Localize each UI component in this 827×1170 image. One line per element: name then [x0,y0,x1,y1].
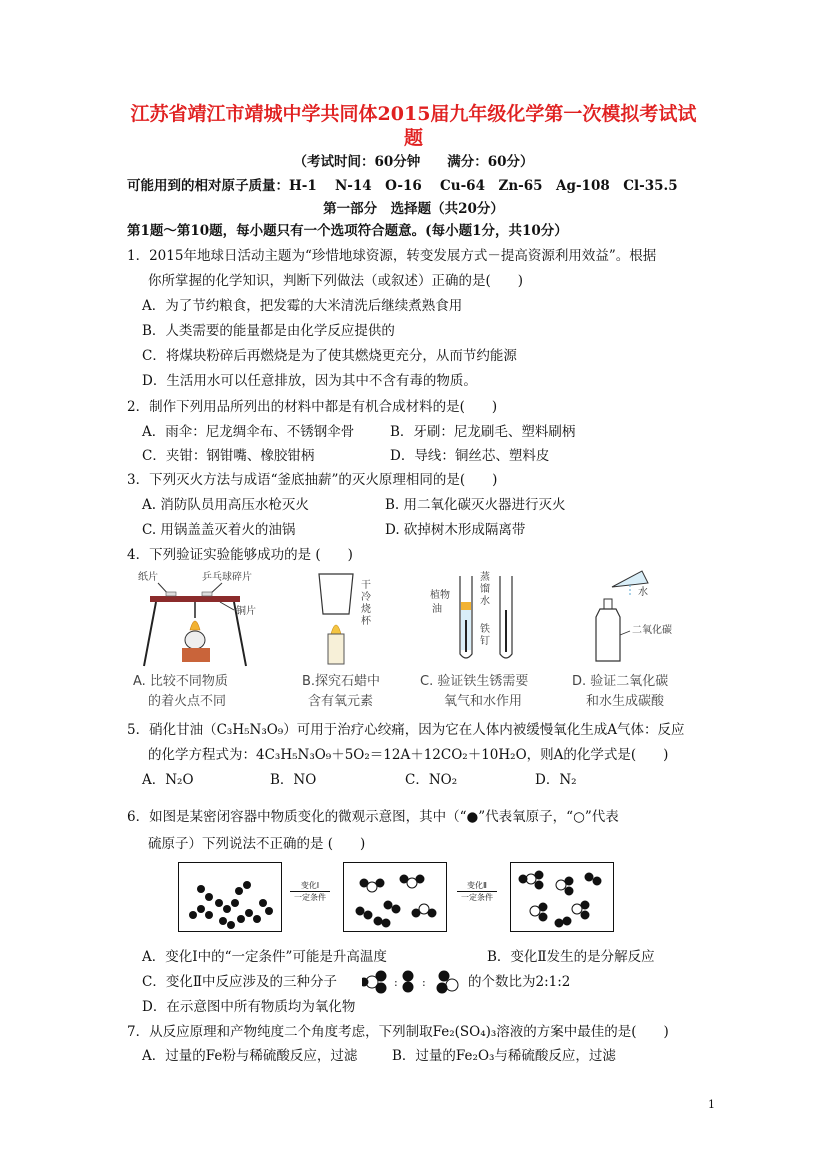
change-2-condition: 一定条件 [461,893,493,902]
q5-stem-2: 的化学方程式为：4C₃H₅N₃O₉＋5O₂＝12A＋12CO₂＋10H₂O，则A的化学式是( ) [148,747,669,763]
change-1-condition: 一定条件 [294,893,326,902]
q2-option-c: C．夹钳：钢钳嘴、橡胶钳柄 [142,448,315,464]
q7-option-a: A．过量的Fe粉与稀硫酸反应，过滤 [142,1048,358,1064]
q4-caption-d-2: 和水生成碳酸 [586,694,665,709]
q6-option-b: B．变化Ⅱ发生的是分解反应 [487,949,655,965]
q6-state-box-1 [178,862,282,932]
q6-option-c-post: 的个数比为2:1:2 [468,974,571,990]
exam-title-line1: 江苏省靖江市靖城中学共同体2015届九年级化学第一次模拟考试试 [130,103,697,125]
fig-c-label-1: 蒸 [480,572,490,583]
q6-option-d: D．在示意图中所有物质均为氧化物 [142,999,356,1015]
q3-option-a: A. 消防队员用高压水枪灭火 [142,497,309,513]
q6-option-a: A．变化Ⅰ中的“一定条件”可能是升高温度 [142,949,387,965]
arrow-right-icon [457,891,497,892]
q5-option-a: A．N₂O [142,772,194,788]
molecule-diagram-3 [511,863,613,931]
fig-a-label-pingpong: 乒乓球碎片 [202,572,252,583]
q7-option-b: B．过量的Fe₂O₃与稀硫酸反应，过滤 [392,1048,616,1064]
fig-b-label-3: 烧 [361,604,371,615]
q4-caption-d-1: D. 验证二氧化碳 [572,674,669,689]
fig-b-label-4: 杯 [361,616,371,627]
q4-caption-c-1: C. 验证铁生锈需要 [420,674,529,689]
q4-caption-b-1: B.探究石蜡中 [302,674,381,689]
q4-figure-d [590,565,685,665]
fig-c-label-6: 铁 [480,624,490,635]
q1-option-a: A．为了节约粮食，把发霉的大米清洗后继续煮熟食用 [142,298,463,314]
change-2-label: 变化Ⅱ [467,881,487,890]
molecule-diagram-1 [179,863,281,931]
q6-state-box-3 [510,862,614,932]
fig-a-label-paper: 纸片 [138,572,158,583]
q4-caption-a-1: A. 比较不同物质 [133,674,228,689]
q3-option-d: D. 砍掉树木形成隔离带 [385,522,526,538]
arrow-right-icon [290,891,330,892]
fig-c-label-2: 馏 [480,584,490,595]
q1-option-c: C．将煤块粉碎后再燃烧是为了使其燃烧更充分，从而节约能源 [142,348,517,364]
q4-caption-a-2: 的着火点不同 [148,694,227,709]
q5-option-c: C．NO₂ [405,772,458,788]
fig-c-label-3: 水 [480,596,490,607]
page-number: 1 [708,1098,715,1111]
q4-figure-b [305,568,385,668]
atomic-masses: 可能用到的相对原子质量：H-1 N-14 O-16 Cu-64 Zn-65 Ag-108 Cl-35.5 [127,178,678,194]
change-1-arrow [290,880,330,903]
q5-option-d: D．N₂ [535,772,577,788]
part-heading: 第一部分 选择题（共20分） [323,201,504,217]
change-2-arrow [457,880,497,903]
q6-option-c-pre: C．变化Ⅱ中反应涉及的三种分子 [142,974,338,990]
fig-d-label-co2: 二氧化碳 [632,625,672,636]
fig-a-label-copper: 铜片 [236,606,256,617]
fig-c-label-7: 钉 [480,636,490,647]
q4-figure-a [130,568,280,668]
fig-b-label-1: 干 [361,580,371,591]
instruction: 第1题～第10题，每小题只有一个选项符合题意。(每小题1分，共10分） [127,223,568,239]
q4-figure-c [430,570,525,670]
q2-option-b: B．牙刷：尼龙刷毛、塑料刷柄 [390,424,576,440]
q2-option-d: D．导线：铜丝芯、塑料皮 [390,448,550,464]
q2-option-a: A．雨伞：尼龙绸伞布、不锈钢伞骨 [142,424,355,440]
q1-option-d: D．生活用水可以任意排放，因为其中不含有毒的物质。 [142,373,477,389]
q6-stem-1: 6．如图是某密闭容器中物质变化的微观示意图，其中（“●”代表氧原子，“○”代表 [127,809,619,825]
svg-text::: : [394,976,398,989]
q3-option-c: C. 用锅盖盖灭着火的油锅 [142,522,296,538]
svg-text::: : [422,976,426,989]
q5-stem-1: 5．硝化甘油（C₃H₅N₃O₉）可用于治疗心绞痛，因为它在人体内被缓慢氧化生成A气体：反应 [127,722,685,738]
q7-stem: 7．从反应原理和产物纯度二个角度考虑，下列制取Fe₂(SO₄)₃溶液的方案中最佳的是( ) [127,1024,669,1040]
q2-stem: 2．制作下列用品所列出的材料中都是有机合成材料的是( ) [127,399,498,415]
molecule-diagram-2 [344,863,446,931]
exam-info: （考试时间：60分钟 满分：60分） [293,154,534,170]
q6-stem-2: 硫原子）下列说法不正确的是 ( ) [148,836,366,852]
q3-option-b: B. 用二氧化碳灭火器进行灭火 [385,497,566,513]
fig-c-label-4: 植物 [430,590,450,601]
q6-molecule-icons [362,968,466,996]
q3-stem: 3．下列灭火方法与成语“釜底抽薪”的灭火原理相同的是( ) [127,472,498,488]
exam-title-line2: 题 [403,127,423,149]
q4-caption-b-2: 含有氧元素 [308,694,374,709]
q1-stem-2: 你所掌握的化学知识，判断下列做法（或叙述）正确的是( ) [148,273,524,289]
fig-c-label-5: 油 [432,604,442,615]
q1-stem-1: 1．2015年地球日活动主题为“珍惜地球资源，转变发展方式－提高资源利用效益”。根据 [127,248,657,264]
q5-option-b: B．NO [270,772,317,788]
q1-option-b: B．人类需要的能量都是由化学反应提供的 [142,323,395,339]
q6-state-box-2 [343,862,447,932]
change-1-label: 变化Ⅰ [300,881,320,890]
q4-stem: 4．下列验证实验能够成功的是 ( ) [127,547,353,563]
fig-b-label-2: 冷 [361,592,371,603]
q4-caption-c-2: 氧气和水作用 [444,694,523,709]
fig-d-label-water: 水 [638,587,648,598]
